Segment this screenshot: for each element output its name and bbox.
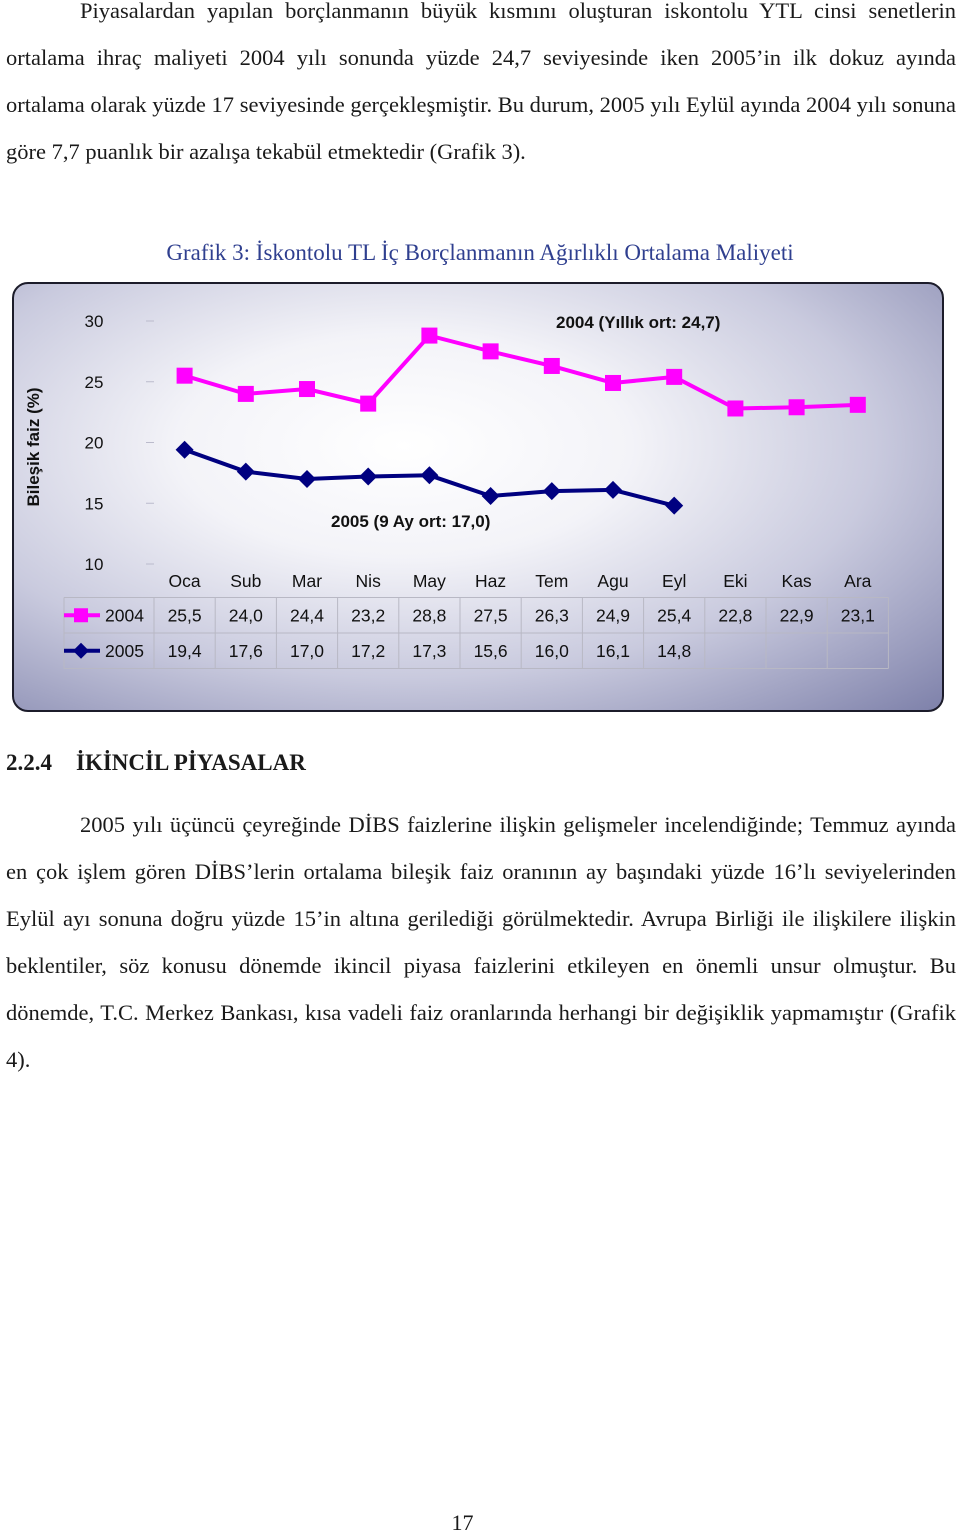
category-label: Agu: [597, 571, 629, 591]
category-label: Haz: [475, 571, 507, 591]
marker-2004-Agu: [605, 375, 621, 391]
marker-2005-Tem: [543, 482, 561, 500]
legend-key-marker-2004: [74, 608, 88, 622]
marker-2004-Mar: [299, 381, 315, 397]
category-label: Sub: [230, 571, 262, 591]
legend-label-2005: 2005: [105, 640, 144, 661]
legend-label-2004: 2004: [105, 605, 144, 626]
table-cell-value: 24,0: [228, 605, 263, 626]
y-axis-title: Bileşik faiz (%): [24, 387, 43, 507]
marker-2005-Eyl: [665, 497, 683, 515]
y-tick-label: 15: [84, 494, 104, 514]
table-cell-value: 15,6: [473, 640, 508, 661]
table-cell-value: 17,2: [351, 640, 386, 661]
marker-2004-Eki: [727, 400, 743, 416]
table-cell-value: 16,1: [595, 640, 631, 661]
marker-2004-Haz: [483, 343, 499, 359]
series-layer: [176, 328, 866, 515]
section-title: İKİNCİL PİYASALAR: [76, 750, 306, 775]
marker-2004-Kas: [789, 399, 805, 415]
table-cell-value: 16,0: [534, 640, 569, 661]
category-label: Kas: [781, 571, 812, 591]
marker-2004-Oca: [177, 368, 193, 384]
marker-2005-Sub: [237, 463, 255, 481]
section-number: 2.2.4: [6, 750, 52, 775]
marker-2005-Oca: [176, 441, 194, 459]
marker-2005-May: [420, 466, 438, 484]
table-cell-value: 24,4: [289, 605, 325, 626]
marker-2005-Nis: [359, 468, 377, 486]
legend-key-marker-2005: [73, 643, 89, 659]
table-cell-value: 27,5: [473, 605, 508, 626]
table-cell-value: 17,0: [289, 640, 325, 661]
y-tick-label: 25: [84, 372, 104, 392]
body-paragraph: 2005 yılı üçüncü çeyreğinde DİBS faizlerine ilişkin gelişmeler incelendiğinde; Temmuz ayında en çok işlem gören DİBS’lerin ortalama bileşik faiz oranının ay başındaki yüzde 16’lı seviyelerinden Eylül ayı sonuna doğru yüzde 15’in altına gerilediği görülmektedir. Avrupa Birliği ile ilişkilere ilişkin beklentiler, söz konusu dönemde ikincil piyasa faizlerini etkileyen en önemli unsur olmuştur. Bu dönemde, T.C. Merkez Bankası, kısa vadeli faiz oranlarında herhangi bir değişiklik yapmamıştır (Grafik 4).: [6, 812, 956, 1072]
table-cell-value: 23,1: [840, 605, 875, 626]
table-cell-value: 22,8: [718, 605, 753, 626]
table-cell-value: 26,3: [534, 605, 569, 626]
line-chart: [14, 284, 942, 710]
chart-panel: [12, 282, 944, 712]
category-label: Eyl: [662, 571, 687, 591]
marker-2004-Tem: [544, 358, 560, 374]
marker-2005-Mar: [298, 470, 316, 488]
intro-paragraph: Piyasalardan yapılan borçlanmanın büyük kısmını oluşturan iskontolu YTL cinsi senetlerin ortalama ihraç maliyeti 2004 yılı sonunda yüzde 24,7 seviyesinde iken 2005’in ilk dokuz ayında ortalama olarak yüzde 17 seviyesinde gerçekleşmiştir. Bu durum, 2005 yılı Eylül ayında 2004 yılı sonuna göre 7,7 puanlık bir azalışa tekabül etmektedir (Grafik 3).: [6, 0, 956, 164]
data-table: [64, 571, 888, 669]
chart-caption: Grafik 3: İskontolu TL İç Borçlanmanın Ağırlıklı Ortalama Maliyeti: [166, 240, 794, 265]
category-label: Oca: [168, 571, 201, 591]
y-tick-label: 20: [84, 433, 104, 453]
table-cell-value: 14,8: [657, 640, 692, 661]
category-label: Ara: [844, 571, 872, 591]
table-cell-value: 25,5: [167, 605, 202, 626]
category-label: Mar: [291, 571, 323, 591]
table-cell-value: 19,4: [167, 640, 202, 661]
annotation-2004-average: 2004 (Yıllık ort: 24,7): [556, 313, 721, 332]
table-cell-value: 17,6: [228, 640, 263, 661]
y-axis-ticks: [85, 312, 154, 574]
marker-2005-Agu: [604, 481, 622, 499]
table-cell-value: 28,8: [412, 605, 447, 626]
page-number: 17: [451, 1510, 474, 1535]
category-label: Nis: [355, 571, 381, 591]
y-tick-label: 10: [84, 555, 104, 574]
category-label: May: [412, 571, 446, 591]
series-line-2004: [185, 336, 858, 409]
table-cell-value: 25,4: [657, 605, 692, 626]
marker-2004-Ara: [850, 397, 866, 413]
y-tick-label: 30: [84, 312, 104, 331]
table-cell-value: 22,9: [779, 605, 814, 626]
section-heading: [6, 750, 306, 776]
marker-2004-Sub: [238, 386, 254, 402]
category-label: Eki: [723, 571, 748, 591]
marker-2005-Haz: [482, 487, 500, 505]
marker-2004-May: [421, 328, 437, 344]
annotation-2005-average: 2005 (9 Ay ort: 17,0): [331, 512, 491, 531]
table-cell-value: 23,2: [351, 605, 386, 626]
category-label: Tem: [535, 571, 569, 591]
marker-2004-Eyl: [666, 369, 682, 385]
table-cell-value: 17,3: [412, 640, 447, 661]
marker-2004-Nis: [360, 396, 376, 412]
table-cell-value: 24,9: [595, 605, 631, 626]
